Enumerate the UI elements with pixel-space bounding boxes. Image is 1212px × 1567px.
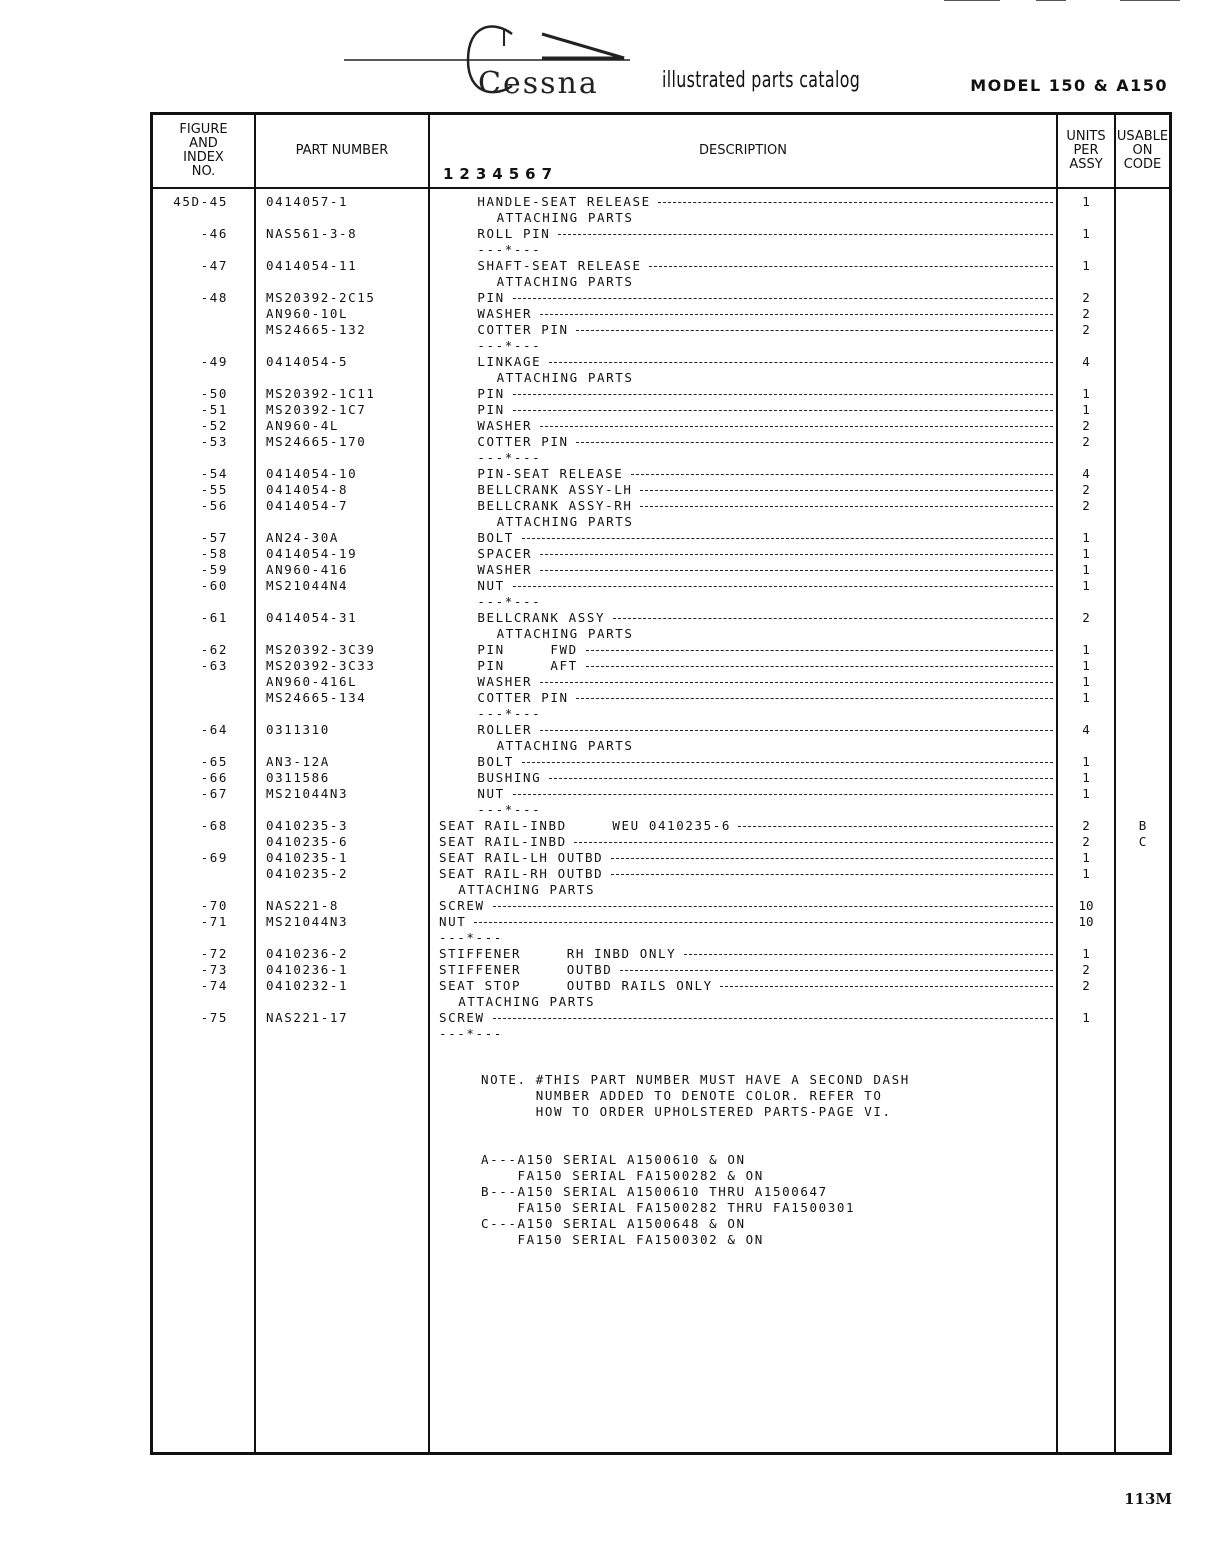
- dash-leader: [540, 426, 1053, 427]
- dash-leader: [522, 538, 1053, 539]
- figure-index: -58: [200, 546, 228, 561]
- part-number: AN960-416L: [266, 674, 358, 689]
- part-description: NUT: [477, 786, 505, 801]
- table-row: [153, 754, 1169, 770]
- part-number: NAS221-8: [266, 898, 340, 913]
- table-row: [153, 306, 1169, 322]
- table-row: [153, 786, 1169, 802]
- figure-index: -52: [200, 418, 228, 433]
- page-number: 113M: [1124, 1490, 1172, 1508]
- note-line: FA150 SERIAL FA1500282 & ON: [481, 1168, 764, 1183]
- table-row: [153, 882, 1169, 898]
- part-description: ---*---: [439, 930, 503, 945]
- part-description: ATTACHING PARTS: [458, 994, 596, 1009]
- table-row: [153, 562, 1169, 578]
- units-per-assy: 1: [1082, 754, 1090, 769]
- units-per-assy: 2: [1082, 962, 1090, 977]
- table-row: [153, 258, 1169, 274]
- dash-leader: [558, 234, 1053, 235]
- note-line: NOTE. #THIS PART NUMBER MUST HAVE A SECOND DASH: [481, 1072, 910, 1087]
- table-row: [153, 706, 1169, 722]
- part-description: ATTACHING PARTS: [496, 738, 634, 753]
- units-per-assy: 1: [1082, 850, 1090, 865]
- figure-index: -47: [200, 258, 228, 273]
- figure-index: -57: [200, 530, 228, 545]
- part-description: SCREW: [439, 1010, 485, 1025]
- table-row: [153, 226, 1169, 242]
- dash-leader: [540, 730, 1053, 731]
- dash-leader: [613, 618, 1053, 619]
- header-units: [1058, 115, 1114, 187]
- part-description: COTTER PIN: [477, 322, 569, 337]
- table-row: [153, 722, 1169, 738]
- part-description: HANDLE-SEAT RELEASE: [477, 194, 651, 209]
- part-number: MS20392-3C33: [266, 658, 376, 673]
- part-description: BOLT: [477, 754, 514, 769]
- units-per-assy: 1: [1082, 386, 1090, 401]
- header-units-line: ASSY: [1069, 157, 1103, 172]
- table-row: [153, 194, 1169, 210]
- part-description: COTTER PIN: [477, 690, 569, 705]
- dash-leader: [586, 666, 1054, 667]
- units-per-assy: 1: [1082, 546, 1090, 561]
- units-per-assy: 4: [1082, 354, 1090, 369]
- part-description: BELLCRANK ASSY-LH: [477, 482, 633, 497]
- figure-index: -69: [200, 850, 228, 865]
- units-per-assy: 2: [1082, 482, 1090, 497]
- part-number: 0414054-31: [266, 610, 358, 625]
- note-line: C---A150 SERIAL A1500648 & ON: [481, 1216, 746, 1231]
- top-rule: [944, 0, 1000, 1]
- catalog-title: illustrated parts catalog: [662, 68, 861, 93]
- header-figure-line: AND: [189, 136, 218, 151]
- figure-index: -64: [200, 722, 228, 737]
- dash-leader: [540, 570, 1053, 571]
- dash-leader: [738, 826, 1053, 827]
- dash-leader: [540, 554, 1053, 555]
- table-row: [153, 770, 1169, 786]
- dash-leader: [576, 698, 1053, 699]
- part-number: 0410235-2: [266, 866, 349, 881]
- part-number: MS24665-170: [266, 434, 367, 449]
- table-row: [153, 946, 1169, 962]
- part-number: 0410236-2: [266, 946, 349, 961]
- part-description: WASHER: [477, 674, 533, 689]
- part-description: BELLCRANK ASSY: [477, 610, 606, 625]
- units-per-assy: 1: [1082, 946, 1090, 961]
- part-number: MS21044N4: [266, 578, 349, 593]
- figure-index: -74: [200, 978, 228, 993]
- table-row: [153, 450, 1169, 466]
- table-row: [153, 978, 1169, 994]
- figure-index: -46: [200, 226, 228, 241]
- dash-leader: [640, 506, 1053, 507]
- dash-leader: [658, 202, 1053, 203]
- note-line: FA150 SERIAL FA1500302 & ON: [481, 1232, 764, 1247]
- figure-index: -53: [200, 434, 228, 449]
- note-line: NUMBER ADDED TO DENOTE COLOR. REFER TO: [481, 1088, 883, 1103]
- part-description: BELLCRANK ASSY-RH: [477, 498, 633, 513]
- part-description: ROLLER: [477, 722, 533, 737]
- figure-index: -51: [200, 402, 228, 417]
- table-row: [153, 610, 1169, 626]
- table-row: [153, 834, 1169, 850]
- table-row: [153, 242, 1169, 258]
- units-per-assy: 1: [1082, 578, 1090, 593]
- part-description: STIFFENER RH INBD ONLY: [439, 946, 677, 961]
- figure-index: -49: [200, 354, 228, 369]
- part-number: MS24665-132: [266, 322, 367, 337]
- units-per-assy: 1: [1082, 674, 1090, 689]
- table-row: [153, 930, 1169, 946]
- part-number: MS20392-2C15: [266, 290, 376, 305]
- figure-index: -48: [200, 290, 228, 305]
- dash-leader: [493, 906, 1054, 907]
- dash-leader: [720, 986, 1053, 987]
- part-description: SEAT STOP OUTBD RAILS ONLY: [439, 978, 713, 993]
- table-row: [153, 210, 1169, 226]
- units-per-assy: 1: [1082, 402, 1090, 417]
- figure-index: -65: [200, 754, 228, 769]
- dash-leader: [620, 970, 1053, 971]
- part-description: ATTACHING PARTS: [496, 274, 634, 289]
- dash-leader: [513, 298, 1053, 299]
- part-description: ATTACHING PARTS: [496, 210, 634, 225]
- dash-leader: [493, 1018, 1054, 1019]
- dash-leader: [576, 442, 1053, 443]
- part-description: BUSHING: [477, 770, 542, 785]
- part-description: ATTACHING PARTS: [458, 882, 596, 897]
- table-row: [153, 274, 1169, 290]
- header-description: DESCRIPTION: [699, 143, 787, 158]
- header-part-number: PART NUMBER: [295, 143, 389, 158]
- part-number: 0410232-1: [266, 978, 349, 993]
- part-description: ---*---: [439, 1026, 503, 1041]
- table-row: [153, 466, 1169, 482]
- part-description: PIN-SEAT RELEASE: [477, 466, 624, 481]
- header-figure-line: FIGURE: [179, 122, 228, 137]
- table-row: [153, 914, 1169, 930]
- units-per-assy: 1: [1082, 786, 1090, 801]
- dash-leader: [513, 794, 1053, 795]
- part-description: ---*---: [477, 338, 542, 353]
- part-description: SEAT RAIL-LH OUTBD: [439, 850, 604, 865]
- table-row: [153, 994, 1169, 1010]
- header-usable-line: CODE: [1123, 157, 1162, 172]
- figure-index: -63: [200, 658, 228, 673]
- part-number: MS20392-1C11: [266, 386, 376, 401]
- page-header: [0, 0, 1212, 110]
- part-number: 0414054-8: [266, 482, 349, 497]
- header-units-line: PER: [1073, 143, 1099, 158]
- dash-leader: [649, 266, 1053, 267]
- table-row: [153, 818, 1169, 834]
- part-description: SHAFT-SEAT RELEASE: [477, 258, 642, 273]
- part-description: PIN: [477, 386, 505, 401]
- figure-index: -56: [200, 498, 228, 513]
- dash-leader: [640, 490, 1053, 491]
- header-figure-line: NO.: [191, 164, 216, 179]
- table-row: [153, 530, 1169, 546]
- dash-leader: [576, 330, 1053, 331]
- brand-name: Cessna: [478, 66, 599, 101]
- figure-index: -72: [200, 946, 228, 961]
- note-line: FA150 SERIAL FA1500282 THRU FA1500301: [481, 1200, 856, 1215]
- part-description: STIFFENER OUTBD: [439, 962, 613, 977]
- units-per-assy: 4: [1082, 466, 1090, 481]
- table-row: [153, 802, 1169, 818]
- header-usable-line: ON: [1132, 143, 1153, 158]
- note-line: B---A150 SERIAL A1500610 THRU A1500647: [481, 1184, 828, 1199]
- part-number: MS21044N3: [266, 786, 349, 801]
- usable-on-code: C: [1138, 834, 1147, 849]
- figure-index: -67: [200, 786, 228, 801]
- part-description: ---*---: [477, 706, 542, 721]
- part-description: ATTACHING PARTS: [496, 370, 634, 385]
- top-rule: [1120, 0, 1180, 1]
- units-per-assy: 2: [1082, 290, 1090, 305]
- part-description: COTTER PIN: [477, 434, 569, 449]
- part-description: NUT: [439, 914, 467, 929]
- units-per-assy: 1: [1082, 226, 1090, 241]
- part-number: 0410235-6: [266, 834, 349, 849]
- part-description: NUT: [477, 578, 505, 593]
- header-usable: [1116, 115, 1169, 187]
- part-number: MS24665-134: [266, 690, 367, 705]
- units-per-assy: 2: [1082, 434, 1090, 449]
- dash-leader: [513, 586, 1053, 587]
- units-per-assy: 2: [1082, 818, 1090, 833]
- part-description: ---*---: [477, 594, 542, 609]
- top-rule: [1036, 0, 1066, 1]
- dash-leader: [549, 778, 1053, 779]
- part-number: 0414054-5: [266, 354, 349, 369]
- figure-index: -66: [200, 770, 228, 785]
- part-number: 0414054-19: [266, 546, 358, 561]
- part-number: MS21044N3: [266, 914, 349, 929]
- figure-index: 45D-45: [173, 194, 228, 209]
- dash-leader: [549, 362, 1053, 363]
- table-row: [153, 658, 1169, 674]
- units-per-assy: 10: [1078, 898, 1094, 913]
- figure-index: -62: [200, 642, 228, 657]
- part-description: SCREW: [439, 898, 485, 913]
- part-number: AN3-12A: [266, 754, 330, 769]
- part-number: 0410236-1: [266, 962, 349, 977]
- dash-leader: [513, 410, 1053, 411]
- dash-leader: [540, 314, 1053, 315]
- figure-index: -71: [200, 914, 228, 929]
- dash-leader: [611, 858, 1053, 859]
- units-per-assy: 10: [1078, 914, 1094, 929]
- units-per-assy: 2: [1082, 306, 1090, 321]
- part-number: 0410235-1: [266, 850, 349, 865]
- figure-index: -50: [200, 386, 228, 401]
- part-number: AN960-416: [266, 562, 349, 577]
- table-row: [153, 402, 1169, 418]
- part-description: WASHER: [477, 306, 533, 321]
- part-number: 0311586: [266, 770, 330, 785]
- parts-table: [150, 112, 1172, 1455]
- header-figure: [153, 115, 254, 187]
- part-description: ---*---: [477, 242, 542, 257]
- table-row: [153, 642, 1169, 658]
- figure-index: -54: [200, 466, 228, 481]
- table-row: [153, 578, 1169, 594]
- units-per-assy: 1: [1082, 770, 1090, 785]
- units-per-assy: 1: [1082, 658, 1090, 673]
- table-row: [153, 354, 1169, 370]
- part-number: 0410235-3: [266, 818, 349, 833]
- part-number: 0414054-7: [266, 498, 349, 513]
- table-row: [153, 898, 1169, 914]
- part-number: 0414054-10: [266, 466, 358, 481]
- part-description: PIN: [477, 402, 505, 417]
- part-description: SEAT RAIL-INBD: [439, 834, 567, 849]
- units-per-assy: 4: [1082, 722, 1090, 737]
- table-row: [153, 1010, 1169, 1026]
- part-description: SPACER: [477, 546, 533, 561]
- units-per-assy: 1: [1082, 866, 1090, 881]
- units-per-assy: 1: [1082, 194, 1090, 209]
- note-line: A---A150 SERIAL A1500610 & ON: [481, 1152, 746, 1167]
- header-units-line: UNITS: [1066, 129, 1106, 144]
- table-row: [153, 674, 1169, 690]
- table-row: [153, 962, 1169, 978]
- model-label: MODEL 150 & A150: [970, 76, 1168, 95]
- part-description: ROLL PIN: [477, 226, 551, 241]
- header-figure-line: INDEX: [183, 150, 224, 165]
- part-description: SEAT RAIL-RH OUTBD: [439, 866, 604, 881]
- dash-leader: [574, 842, 1053, 843]
- figure-index: -68: [200, 818, 228, 833]
- part-description: ---*---: [477, 802, 542, 817]
- header-usable-line: USABLE: [1116, 129, 1169, 144]
- table-row: [153, 738, 1169, 754]
- table-row: [153, 290, 1169, 306]
- units-per-assy: 1: [1082, 258, 1090, 273]
- dash-leader: [540, 682, 1053, 683]
- part-description: ATTACHING PARTS: [496, 626, 634, 641]
- part-description: LINKAGE: [477, 354, 542, 369]
- table-row: [153, 434, 1169, 450]
- part-description: PIN: [477, 290, 505, 305]
- dash-leader: [474, 922, 1053, 923]
- table-row: [153, 386, 1169, 402]
- units-per-assy: 2: [1082, 978, 1090, 993]
- part-description: PIN AFT: [477, 658, 578, 673]
- part-number: 0414057-1: [266, 194, 349, 209]
- table-row: [153, 322, 1169, 338]
- figure-index: -59: [200, 562, 228, 577]
- part-description: ---*---: [477, 450, 542, 465]
- note-line: HOW TO ORDER UPHOLSTERED PARTS-PAGE VI.: [481, 1104, 892, 1119]
- dash-leader: [684, 954, 1053, 955]
- units-per-assy: 1: [1082, 562, 1090, 577]
- figure-index: -55: [200, 482, 228, 497]
- table-row: [153, 546, 1169, 562]
- table-row: [153, 514, 1169, 530]
- table-row: [153, 626, 1169, 642]
- table-row: [153, 482, 1169, 498]
- part-number: 0414054-11: [266, 258, 358, 273]
- table-row: [153, 866, 1169, 882]
- figure-index: -73: [200, 962, 228, 977]
- units-per-assy: 1: [1082, 690, 1090, 705]
- table-row: [153, 370, 1169, 386]
- part-number: MS20392-3C39: [266, 642, 376, 657]
- part-description: PIN FWD: [477, 642, 578, 657]
- part-number: AN960-4L: [266, 418, 340, 433]
- table-row: [153, 338, 1169, 354]
- units-per-assy: 2: [1082, 322, 1090, 337]
- figure-index: -61: [200, 610, 228, 625]
- table-row: [153, 850, 1169, 866]
- part-number: NAS221-17: [266, 1010, 349, 1025]
- dash-leader: [611, 874, 1053, 875]
- table-row: [153, 1026, 1169, 1042]
- usable-on-code: B: [1138, 818, 1147, 833]
- table-row: [153, 690, 1169, 706]
- units-per-assy: 2: [1082, 418, 1090, 433]
- figure-index: -60: [200, 578, 228, 593]
- indent-scale: 1234567: [443, 165, 559, 183]
- part-number: 0311310: [266, 722, 330, 737]
- units-per-assy: 1: [1082, 642, 1090, 657]
- figure-index: -70: [200, 898, 228, 913]
- table-row: [153, 498, 1169, 514]
- units-per-assy: 1: [1082, 530, 1090, 545]
- part-description: WASHER: [477, 418, 533, 433]
- units-per-assy: 2: [1082, 498, 1090, 513]
- units-per-assy: 2: [1082, 834, 1090, 849]
- part-description: BOLT: [477, 530, 514, 545]
- units-per-assy: 2: [1082, 610, 1090, 625]
- part-description: SEAT RAIL-INBD WEU 0410235-6: [439, 818, 732, 833]
- header-divider: [153, 187, 1169, 189]
- part-number: NAS561-3-8: [266, 226, 358, 241]
- table-row: [153, 594, 1169, 610]
- units-per-assy: 1: [1082, 1010, 1090, 1025]
- part-description: WASHER: [477, 562, 533, 577]
- dash-leader: [522, 762, 1053, 763]
- part-number: AN24-30A: [266, 530, 340, 545]
- part-number: AN960-10L: [266, 306, 349, 321]
- part-description: ATTACHING PARTS: [496, 514, 634, 529]
- table-row: [153, 418, 1169, 434]
- dash-leader: [586, 650, 1054, 651]
- part-number: MS20392-1C7: [266, 402, 367, 417]
- dash-leader: [631, 474, 1053, 475]
- dash-leader: [513, 394, 1053, 395]
- figure-index: -75: [200, 1010, 228, 1025]
